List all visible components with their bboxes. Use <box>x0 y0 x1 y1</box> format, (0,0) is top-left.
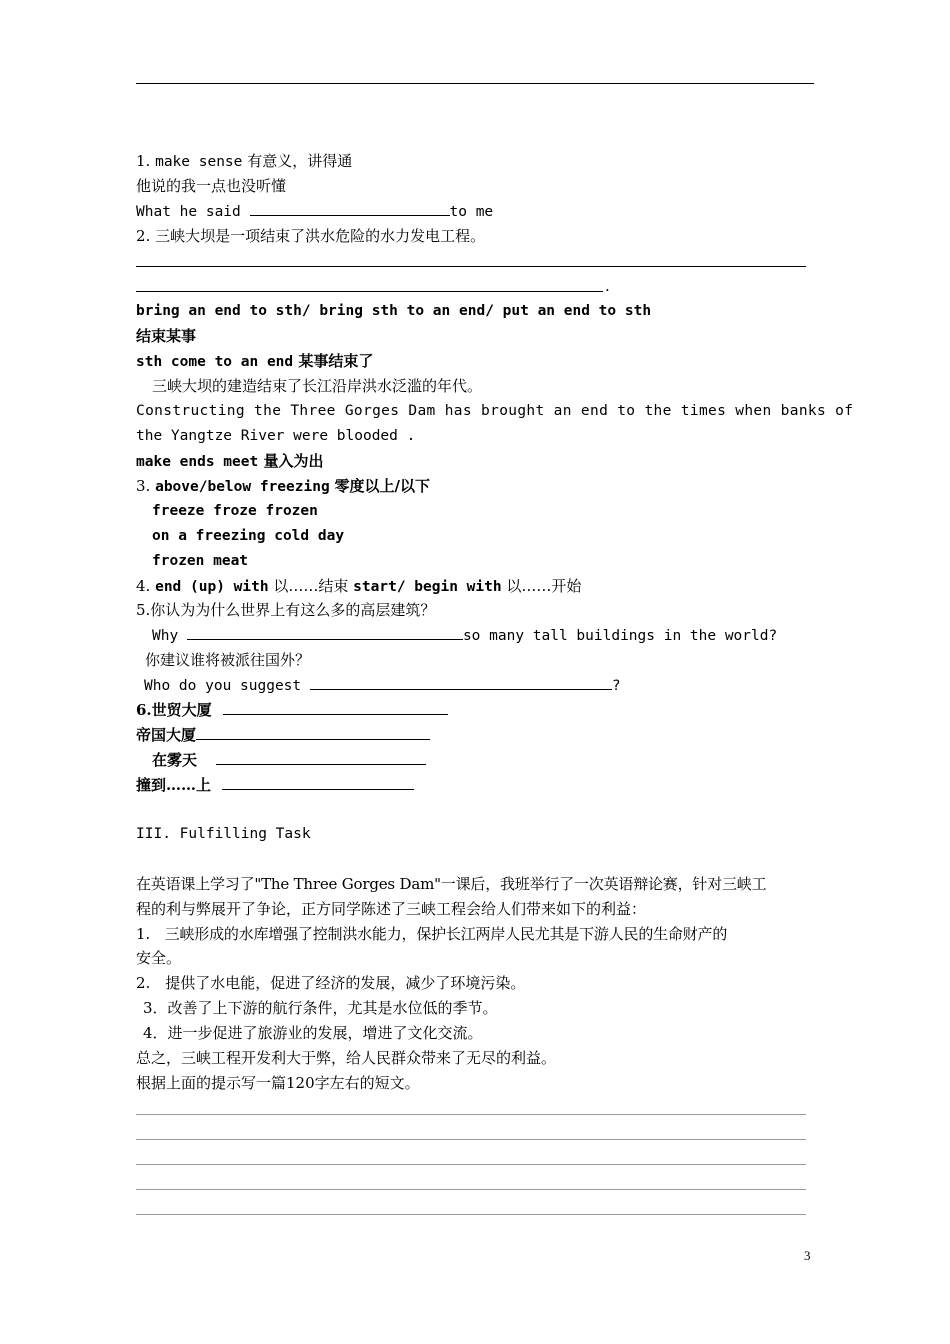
point4: 4．进一步促进了旅游业的发展，增进了文化交流。 <box>143 1024 483 1042</box>
item2-answer-line-2[interactable] <box>136 291 603 292</box>
item6c-line <box>152 748 426 773</box>
item1-cn: 有意义，讲得通 <box>247 152 353 170</box>
item2-line <box>136 224 485 249</box>
item3-cn: 零度以上/以下 <box>334 477 430 495</box>
item5-en2-after: ? <box>611 678 621 694</box>
item5-en-before: Why <box>152 628 179 644</box>
phrase-bring-end-cn: 结束某事 <box>136 327 197 345</box>
item1-phrase: make sense <box>155 154 243 170</box>
page-number: 3 <box>804 1248 811 1263</box>
item5-en-after: so many tall buildings in the world? <box>462 628 778 644</box>
item5-answer2-blank[interactable] <box>310 673 612 690</box>
item5-cn: 5.你认为为什么世界上有这么多的高层建筑？ <box>136 601 436 619</box>
item1-example-en-after: to me <box>449 204 494 220</box>
item1-line <box>136 149 352 174</box>
item2-answer-line-1[interactable] <box>136 266 806 267</box>
point3: 3．改善了上下游的航行条件，尤其是水位低的季节。 <box>143 999 498 1017</box>
item2-answer-end: . <box>605 277 610 295</box>
item5-answer-blank[interactable] <box>187 623 463 640</box>
item6-blank-b[interactable] <box>196 723 430 740</box>
item1-example-en-before: What he said <box>136 204 241 220</box>
item1-example-en <box>136 199 493 224</box>
item6d-line <box>136 773 414 798</box>
phrase-ends-meet-line <box>136 449 323 474</box>
item5-cn2: 你建议谁将被派往国外？ <box>145 651 311 669</box>
item6-d: 撞到……上 <box>136 776 212 794</box>
item5-en2 <box>144 673 621 698</box>
item4-phrase2: start/ begin with <box>353 579 502 595</box>
item6-blank-d[interactable] <box>222 773 414 790</box>
item6b-line <box>136 723 430 748</box>
writing-line[interactable] <box>136 1139 806 1140</box>
phrase-come-end: sth come to an end <box>136 354 294 370</box>
item2-cn: 三峡大坝是一项结束了洪水危险的水力发电工程。 <box>155 227 486 245</box>
header-rule <box>136 83 814 84</box>
item3-line <box>136 474 430 499</box>
item4-line <box>136 574 581 599</box>
point1-a: 1. 三峡形成的水库增强了控制洪水能力，保护长江两岸人民尤其是下游人民的生命财产的 <box>136 925 728 943</box>
item3-num: 3. <box>136 477 151 495</box>
point1-b: 安全。 <box>136 949 182 967</box>
phrase-come-end-cn: 某事结束了 <box>298 352 374 370</box>
item3-sub3: frozen meat <box>152 553 249 569</box>
item1-answer-blank[interactable] <box>250 199 450 216</box>
point2: 2. 提供了水电能，促进了经济的发展，减少了环境污染。 <box>136 974 526 992</box>
item3-sub1: freeze froze frozen <box>152 503 318 519</box>
item5-en <box>152 623 777 648</box>
writing-line[interactable] <box>136 1214 806 1215</box>
intro-line-1: 在英语课上学习了"The Three Gorges Dam"一课后，我班举行了一次英语辩论赛，针对三峡工 <box>136 875 767 893</box>
item3-phrase: above/below freezing <box>155 479 330 495</box>
intro-line-2: 程的利与弊展开了争论，正方同学陈述了三峡工程会给人们带来如下的利益： <box>136 900 647 918</box>
instruction: 根据上面的提示写一篇120字左右的短文。 <box>136 1074 420 1092</box>
item6-line <box>136 698 448 723</box>
item4-phrase1: end (up) with <box>155 579 269 595</box>
phrase-ends-meet-cn: 量入为出 <box>263 452 324 470</box>
item6-blank-a[interactable] <box>223 698 448 715</box>
item4-cn1: 以……结束 <box>273 577 349 595</box>
example-dam-en-1: Constructing the Three Gorges Dam has brought an end to the times when banks of <box>136 403 854 419</box>
phrase-come-end-line <box>136 349 373 374</box>
item6-b: 帝国大厦 <box>136 726 197 744</box>
item3-sub2: on a freezing cold day <box>152 528 345 544</box>
example-dam-cn: 三峡大坝的建造结束了长江沿岸洪水泛滥的年代。 <box>152 377 483 395</box>
item6-c: 在雾天 <box>152 751 198 769</box>
example-dam-en-2: the Yangtze River were blooded . <box>136 428 416 444</box>
writing-line[interactable] <box>136 1114 806 1115</box>
item1-example-cn: 他说的我一点也没听懂 <box>136 177 287 195</box>
item6-label: 6.世贸大厦 <box>136 701 212 719</box>
item6-blank-c[interactable] <box>216 748 426 765</box>
item5-en2-before: Who do you suggest <box>144 678 302 694</box>
item1-num: 1. <box>136 152 151 170</box>
item4-cn2: 以……开始 <box>506 577 582 595</box>
summary: 总之，三峡工程开发利大于弊，给人民群众带来了无尽的利益。 <box>136 1049 557 1067</box>
section-iii-heading: III. Fulfilling Task <box>136 826 311 842</box>
writing-line[interactable] <box>136 1189 806 1190</box>
writing-line[interactable] <box>136 1164 806 1165</box>
item2-num: 2. <box>136 227 151 245</box>
item4-num: 4. <box>136 577 151 595</box>
phrase-bring-end: bring an end to sth/ bring sth to an end/ put an end to sth <box>136 303 652 319</box>
phrase-ends-meet: make ends meet <box>136 454 259 470</box>
